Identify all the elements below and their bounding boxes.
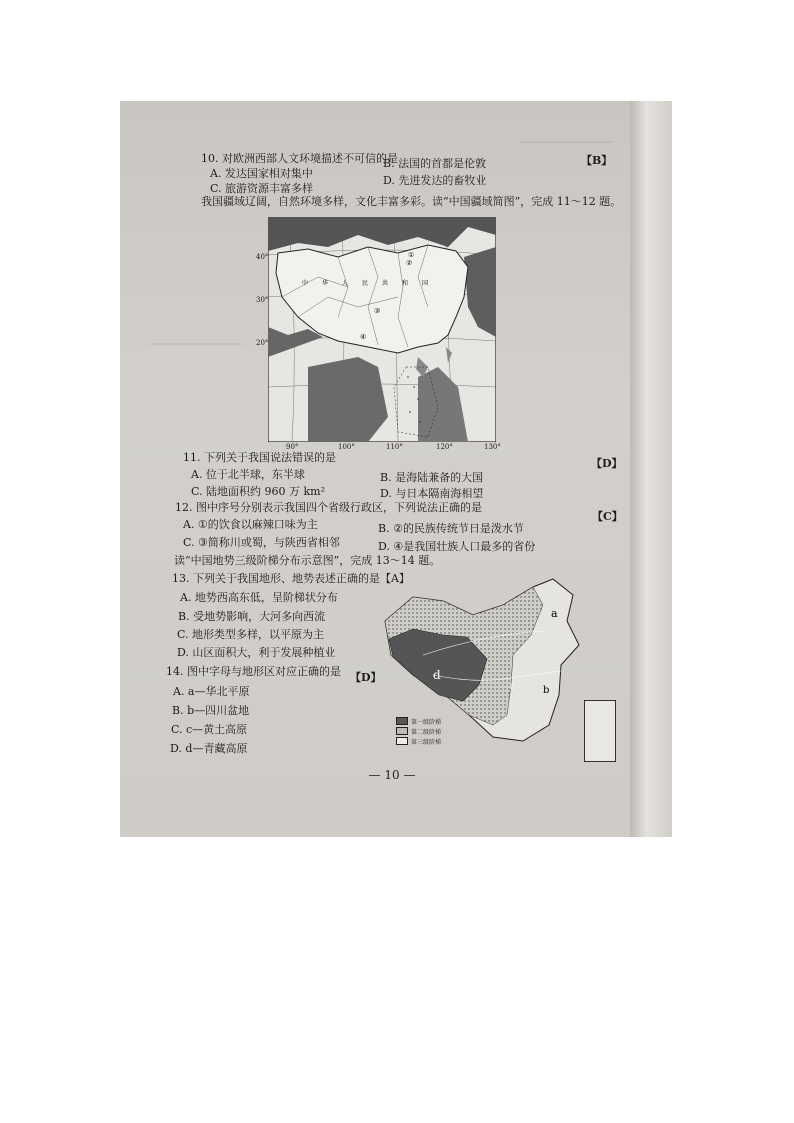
- legend-label: 第三级阶梯: [411, 738, 442, 746]
- lat-label-20: 20°: [256, 339, 269, 347]
- legend: [396, 716, 441, 746]
- map2-letter-d: d: [433, 668, 441, 682]
- q12-option-a: A. ①的饮食以麻辣口味为主: [183, 518, 318, 531]
- q14-option-d: D. d—青藏高原: [170, 742, 248, 755]
- map1-title-char: 和: [402, 280, 409, 287]
- map1-title-char: 民: [362, 280, 369, 287]
- book-spine: [630, 101, 672, 837]
- q12-option-d: D. ④是我国壮族人口最多的省份: [378, 540, 536, 553]
- q14-option-c: C. c—黄土高原: [171, 723, 248, 736]
- map1-marker-3: ③: [374, 307, 381, 315]
- legend-swatch: [396, 737, 408, 745]
- lon-label-100: 100°: [338, 443, 355, 451]
- legend-item-step3: [396, 736, 441, 746]
- legend-swatch: [396, 717, 408, 725]
- q14-option-a: A. a—华北平原: [173, 685, 250, 698]
- q10-option-b: B. 法国的首都是伦敦: [383, 157, 487, 170]
- map1-title-char: 共: [382, 280, 389, 287]
- lon-label-90: 90°: [286, 443, 299, 451]
- q13-option-d: D. 山区面积大，利于发展种植业: [177, 646, 336, 659]
- map2-letter-a: a: [551, 607, 558, 620]
- q11-answer: 【D】: [591, 457, 623, 470]
- legend-item-step1: [396, 716, 441, 726]
- map1-title-char: 国: [422, 280, 429, 287]
- map1-title-char: 人: [342, 280, 349, 287]
- south-china-sea-inset: [584, 700, 616, 762]
- map1-marker-1: ①: [408, 251, 415, 259]
- legend-label: 第一级阶梯: [411, 718, 442, 726]
- q10-stem: 10. 对欧洲西部人文环境描述不可信的是: [201, 152, 398, 165]
- q11-option-b: B. 是海陆兼备的大国: [380, 471, 484, 484]
- q10-option-a: A. 发达国家相对集中: [210, 167, 313, 180]
- bleed-through-text: ▁▁▁▁▁▁▁▁▁▁: [150, 331, 243, 345]
- map1-marker-4: ④: [360, 333, 367, 341]
- q14-option-b: B. b—四川盆地: [172, 704, 250, 717]
- china-territory-map: [268, 217, 496, 442]
- legend-label: 第二级阶梯: [411, 728, 442, 736]
- q11-stem: 11. 下列关于我国说法错误的是: [183, 451, 336, 464]
- intro-text-1: 我国疆域辽阔，自然环境多样，文化丰富多彩。读“中国疆域简图”，完成 11～12 题。: [201, 195, 622, 208]
- intro-text-2: 读“中国地势三级阶梯分布示意图”，完成 13～14 题。: [174, 554, 441, 567]
- q11-option-a: A. 位于北半球，东半球: [191, 468, 305, 481]
- bleed-through-text: ▁▁▁▁▁▁▁▁▁▁: [520, 129, 613, 143]
- q10-option-d: D. 先进发达的畜牧业: [383, 174, 487, 187]
- lat-label-30: 30°: [256, 296, 269, 304]
- q13-stem: 13. 下列关于我国地形、地势表述正确的是【A】: [172, 572, 410, 585]
- q12-option-c: C. ③简称川或蜀，与陕西省相邻: [183, 536, 340, 549]
- page-number-text: — 10 —: [368, 768, 416, 782]
- q13-option-a: A. 地势西高东低，呈阶梯状分布: [180, 591, 338, 604]
- lon-label-130: 130°: [484, 443, 501, 451]
- map2-letter-b: b: [543, 685, 550, 696]
- q12-stem: 12. 图中序号分别表示我国四个省级行政区，下列说法正确的是: [175, 501, 482, 514]
- map2-letter-c: c: [509, 681, 515, 692]
- q14-stem: 14. 图中字母与地形区对应正确的是: [166, 665, 341, 678]
- page-number: [0, 768, 794, 782]
- q14-answer: 【D】: [350, 671, 382, 684]
- q12-option-b: B. ②的民族传统节日是泼水节: [378, 522, 524, 535]
- q11-option-d: D. 与日本隔南海相望: [380, 487, 484, 500]
- lon-label-120: 120°: [436, 443, 453, 451]
- q13-option-b: B. 受地势影响，大河多向西流: [178, 610, 326, 623]
- q11-option-c: C. 陆地面积约 960 万 km²: [191, 485, 326, 498]
- q10-option-c: C. 旅游资源丰富多样: [210, 182, 314, 195]
- map1-title-char: 中: [302, 280, 309, 287]
- q12-answer: 【C】: [592, 510, 623, 523]
- q10-answer: 【B】: [581, 154, 613, 167]
- lon-label-110: 110°: [386, 443, 403, 451]
- legend-item-step2: [396, 726, 441, 736]
- map1-marker-2: ②: [406, 259, 413, 267]
- lat-label-40: 40°: [256, 253, 269, 261]
- q13-option-c: C. 地形类型多样，以平原为主: [177, 628, 325, 641]
- map1-title-char: 华: [322, 280, 329, 287]
- legend-swatch: [396, 727, 408, 735]
